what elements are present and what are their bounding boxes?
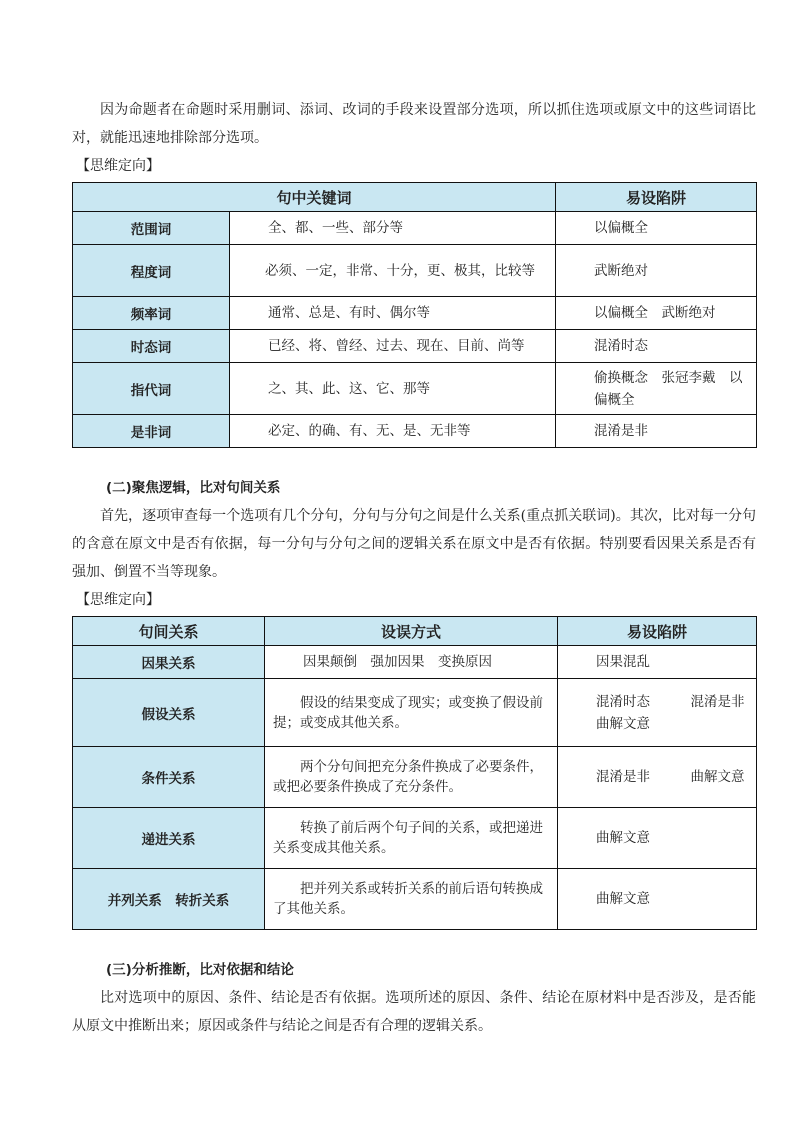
row-key: 递进关系 bbox=[73, 808, 265, 869]
row-text: 转换了前后两个句子间的关系，或把递进关系变成其他关系。 bbox=[265, 808, 558, 869]
table-row bbox=[73, 808, 757, 869]
row-key: 假设关系 bbox=[73, 679, 265, 747]
row-pitfall: 以偏概全 bbox=[556, 212, 757, 245]
row-key: 是非词 bbox=[73, 415, 230, 448]
thinking-label-1: 【思维定向】 bbox=[76, 158, 160, 174]
relation-table bbox=[72, 616, 772, 930]
row-key: 频率词 bbox=[73, 297, 230, 330]
row-key: 条件关系 bbox=[73, 747, 265, 808]
row-key: 程度词 bbox=[73, 245, 230, 297]
logic-paragraph: 首先，逐项审查每一个选项有几个分句，分句与分句之间是什么关系(重点抓关联词)。其次，比对每一分句的含意在原文中是否有依据，每一分句与分句之间的逻辑关系在原文中是否有依据。特别要看因果关系是否有强加、倒置不当等现象。 bbox=[72, 508, 756, 580]
row-text: 之、其、此、这、它、那等 bbox=[230, 363, 556, 415]
row-text: 假设的结果变成了现实；或变换了假设前提；或变成其他关系。 bbox=[265, 679, 558, 747]
row-text: 必须、一定，非常、十分，更、极其，比较等 bbox=[230, 245, 556, 297]
row-pitfall: 混淆是非 bbox=[556, 415, 757, 448]
row-pitfall: 因果混乱 bbox=[558, 646, 757, 679]
table-row bbox=[73, 330, 757, 363]
table-row bbox=[73, 212, 757, 245]
row-text: 通常、总是、有时、偶尔等 bbox=[230, 297, 556, 330]
table-row bbox=[73, 363, 757, 415]
table-row bbox=[73, 747, 757, 808]
row-pitfall: 偷换概念 张冠李戴 以偏概全 bbox=[556, 363, 757, 415]
table-row bbox=[73, 869, 757, 930]
relation-table-header bbox=[73, 617, 757, 646]
row-key: 范围词 bbox=[73, 212, 230, 245]
inference-paragraph: 比对选项中的原因、条件、结论是否有依据。选项所述的原因、条件、结论在原材料中是否涉及，是否能从原文中推断出来；原因或条件与结论之间是否有合理的逻辑关系。 bbox=[72, 990, 756, 1034]
row-pitfall: 曲解文意 bbox=[558, 808, 757, 869]
row-text: 全、都、一些、部分等 bbox=[230, 212, 556, 245]
row-text: 把并列关系或转折关系的前后语句转换成了其他关系。 bbox=[265, 869, 558, 930]
thinking-label-2: 【思维定向】 bbox=[76, 592, 160, 608]
header-pitfall: 易设陷阱 bbox=[558, 617, 757, 646]
row-pitfall: 以偏概全 武断绝对 bbox=[556, 297, 757, 330]
row-text: 必定、的确、有、无、是、无非等 bbox=[230, 415, 556, 448]
keyword-table bbox=[72, 182, 757, 448]
row-pitfall: 曲解文意 bbox=[558, 869, 757, 930]
table-row bbox=[73, 297, 757, 330]
row-pitfall: 混淆时态 混淆是非 曲解文意 bbox=[558, 679, 757, 747]
intro-paragraph: 因为命题者在命题时采用删词、添词、改词的手段来设置部分选项，所以抓住选项或原文中的这些词语比对，就能迅速地排除部分选项。 bbox=[72, 102, 756, 146]
table-row bbox=[73, 646, 757, 679]
document-page bbox=[72, 96, 772, 1040]
section-heading-2: (二)聚焦逻辑，比对句间关系 bbox=[106, 480, 281, 496]
header-relation: 句间关系 bbox=[73, 617, 265, 646]
row-key: 并列关系 转折关系 bbox=[73, 869, 265, 930]
row-key: 时态词 bbox=[73, 330, 230, 363]
row-text: 已经、将、曾经、过去、现在、目前、尚等 bbox=[230, 330, 556, 363]
section-heading-3: (三)分析推断，比对依据和结论 bbox=[106, 962, 294, 978]
header-keyword: 句中关键词 bbox=[73, 183, 556, 212]
table-row bbox=[73, 679, 757, 747]
row-key: 因果关系 bbox=[73, 646, 265, 679]
table-row bbox=[73, 245, 757, 297]
header-error-method: 设误方式 bbox=[265, 617, 558, 646]
row-pitfall: 混淆时态 bbox=[556, 330, 757, 363]
table-row bbox=[73, 415, 757, 448]
row-pitfall: 武断绝对 bbox=[556, 245, 757, 297]
row-pitfall: 混淆是非 曲解文意 bbox=[558, 747, 757, 808]
row-text: 因果颠倒 强加因果 变换原因 bbox=[265, 646, 558, 679]
row-text: 两个分句间把充分条件换成了必要条件，或把必要条件换成了充分条件。 bbox=[265, 747, 558, 808]
keyword-table-header bbox=[73, 183, 757, 212]
row-key: 指代词 bbox=[73, 363, 230, 415]
header-pitfall: 易设陷阱 bbox=[556, 183, 757, 212]
